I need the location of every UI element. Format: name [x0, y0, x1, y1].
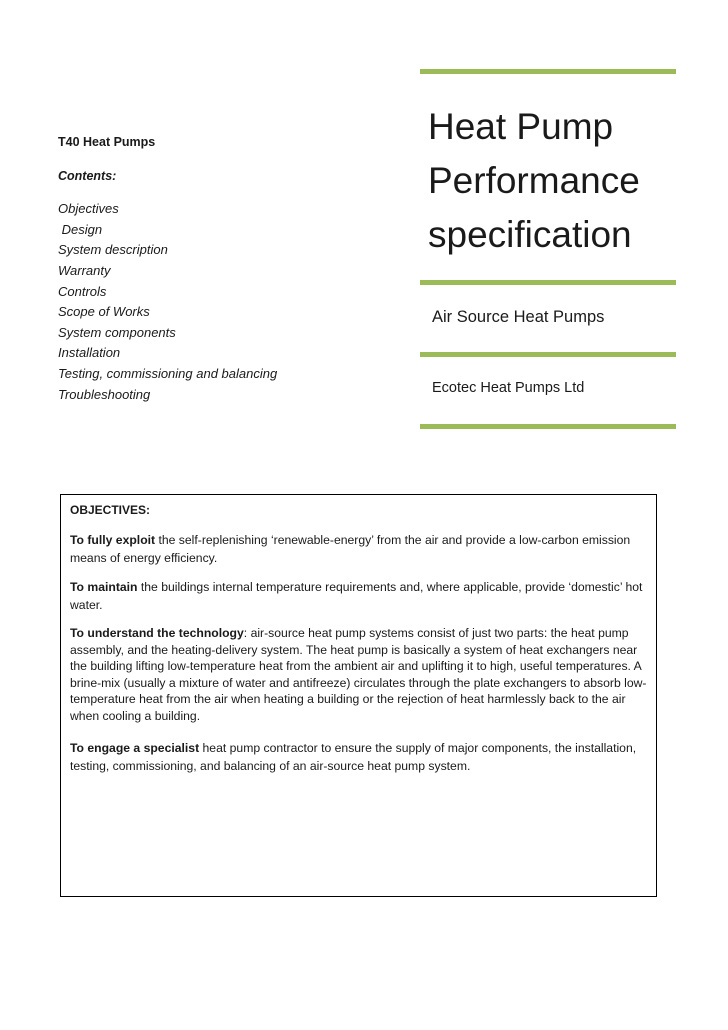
- contents-label: Contents:: [58, 168, 117, 183]
- objective-text: the buildings internal temperature requirements and, where applicable, provide ‘domestic’ hot water.: [70, 580, 643, 612]
- accent-rule-middle: [420, 280, 676, 285]
- toc-item: Controls: [58, 283, 107, 299]
- toc-item: System description: [58, 242, 168, 258]
- toc-item: Scope of Works: [58, 304, 150, 320]
- toc-item: Design: [58, 221, 103, 237]
- accent-rule-lower: [420, 352, 676, 357]
- objective-paragraph: [70, 739, 647, 775]
- objective-lead: To maintain: [70, 580, 138, 594]
- objective-text: heat pump contractor to ensure the supply of major components, the installation, testing, commissioning, and balancing of an air-source heat pump system.: [70, 740, 637, 773]
- title-line: Heat Pump: [428, 106, 614, 147]
- company-name: Ecotec Heat Pumps Ltd: [432, 380, 585, 396]
- toc-item: System components: [58, 324, 176, 340]
- toc-item: Installation: [58, 345, 121, 361]
- objective-paragraph: [70, 531, 647, 567]
- contents-column: [58, 132, 388, 405]
- table-of-contents: [58, 199, 388, 405]
- toc-item: Warranty: [58, 262, 111, 278]
- toc-item: Testing, commissioning and balancing: [58, 365, 278, 381]
- objective-paragraph: [70, 625, 647, 725]
- objective-paragraph: [70, 578, 647, 614]
- objective-text: the self-replenishing ‘renewable-energy’ from the air and provide a low-carbon emission means of energy efficiency.: [70, 533, 631, 565]
- document-subtitle: Air Source Heat Pumps: [432, 308, 605, 326]
- title-line: Performance: [428, 160, 640, 201]
- objective-lead: To understand the technology: [70, 626, 244, 640]
- objective-lead: To engage a specialist: [70, 740, 200, 755]
- accent-rule-top: [420, 69, 676, 74]
- document-code: T40 Heat Pumps: [58, 135, 156, 149]
- toc-item: Troubleshooting: [58, 386, 151, 402]
- accent-rule-bottom: [420, 424, 676, 429]
- toc-item: Objectives: [58, 201, 119, 217]
- objective-text: : air-source heat pump systems consist of just two parts: the heat pump assembly, and the heating-delivery system. The heat pump is basically a system of heat exchangers near the building lifting low-temperature heat from the ambient air and uplifting it to high, useful temperatures. A brine-mix (usually a mixture of water and antifreeze) circulates through the plate exchangers to absorb low-temperature heat from the air when heating a building or the rejection of heat harmlessly back to the air when cooling a building.: [70, 626, 647, 723]
- objectives-heading: OBJECTIVES:: [70, 503, 151, 517]
- document-title: [428, 100, 688, 262]
- objectives-box: [60, 494, 657, 897]
- title-line: specification: [428, 214, 632, 255]
- objective-lead: To fully exploit: [70, 533, 156, 547]
